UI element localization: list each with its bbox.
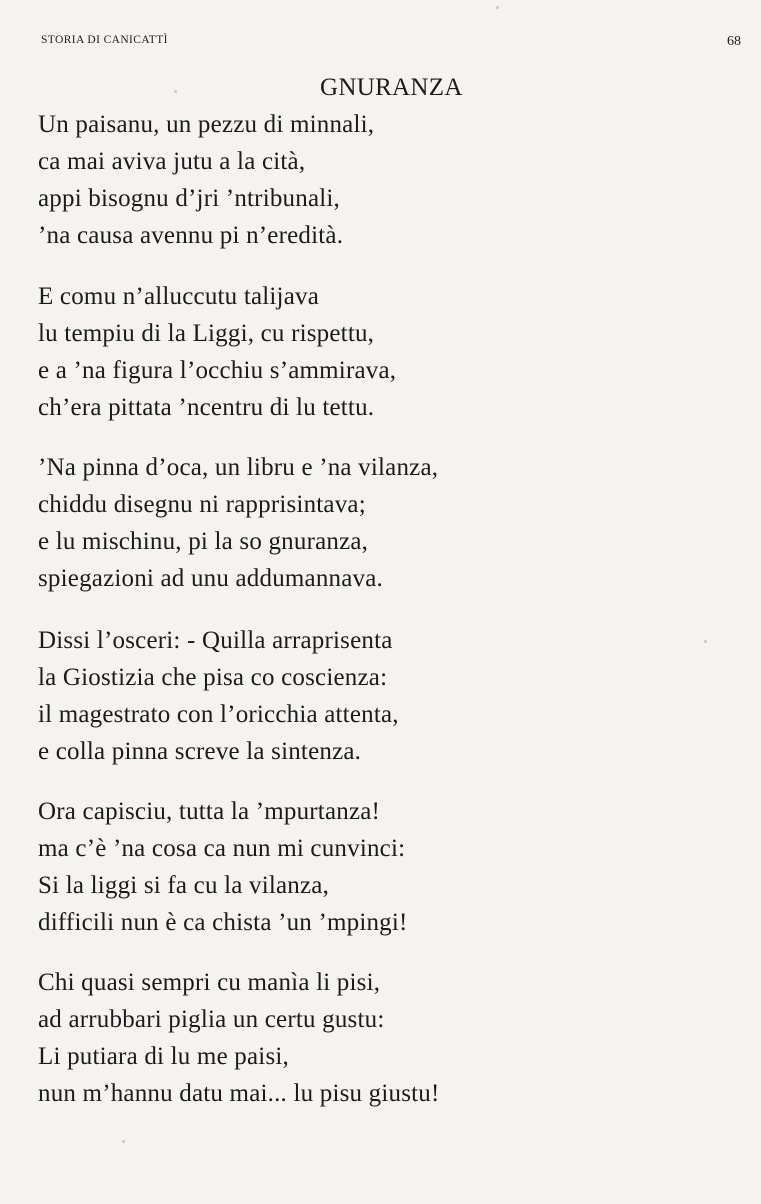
poem-line: e lu mischinu, pi la so gnuranza, — [38, 528, 369, 555]
poem-title: GNURANZA — [320, 74, 463, 101]
poem-line: ’na causa avennu pi n’eredità. — [38, 222, 344, 249]
stanza-3 — [38, 449, 438, 597]
stanza-6 — [38, 964, 440, 1112]
poem-line: e colla pinna screve la sintenza. — [38, 738, 362, 765]
scan-speck — [704, 640, 707, 643]
scan-speck — [122, 1140, 125, 1143]
poem-line: ca mai aviva jutu a la cità, — [38, 148, 306, 175]
poem-line: spiegazioni ad unu addumannava. — [38, 565, 383, 592]
poem-line: Dissi l’osceri: - Quilla arraprisenta — [38, 627, 393, 654]
stanza-2 — [38, 278, 396, 426]
poem-line: nun m’hannu datu mai... lu pisu giustu! — [38, 1080, 440, 1107]
poem-line: Chi quasi sempri cu manìa li pisi, — [38, 969, 381, 996]
poem-line: Li putiara di lu me paisi, — [38, 1043, 289, 1070]
poem-line: Un paisanu, un pezzu di minnali, — [38, 111, 375, 138]
stanza-5 — [38, 793, 408, 941]
poem-line: il magestrato con l’oricchia attenta, — [38, 701, 399, 728]
poem-line: chiddu disegnu ni rapprisintava; — [38, 491, 366, 518]
poem-line: difficili nun è ca chista ’un ’mpingi! — [38, 909, 408, 936]
stanza-1 — [38, 106, 374, 254]
page-number: 68 — [727, 34, 741, 49]
poem-line: Ora capisciu, tutta la ’mpurtanza! — [38, 798, 381, 825]
poem-line: ma c’è ’na cosa ca nun mi cunvinci: — [38, 835, 406, 862]
poem-line: la Giostizia che pisa co coscienza: — [38, 664, 388, 691]
poem-line: E comu n’alluccutu talijava — [38, 283, 319, 310]
poem-line: Si la liggi si fa cu la vilanza, — [38, 872, 330, 899]
poem-line: ’Na pinna d’oca, un libru e ’na vilanza, — [38, 454, 439, 481]
poem-line: ad arrubbari piglia un certu gustu: — [38, 1006, 385, 1033]
scan-speck — [174, 90, 177, 93]
poem-line: appi bisognu d’jri ’ntribunali, — [38, 185, 340, 212]
poem-line: lu tempiu di la Liggi, cu rispettu, — [38, 320, 375, 347]
poem-line: e a ’na figura l’occhiu s’ammirava, — [38, 357, 397, 384]
running-head: STORIA DI CANICATTÌ — [41, 34, 168, 46]
stanza-4 — [38, 622, 399, 770]
poem-line: ch’era pittata ’ncentru di lu tettu. — [38, 394, 375, 421]
scan-speck — [496, 6, 499, 9]
